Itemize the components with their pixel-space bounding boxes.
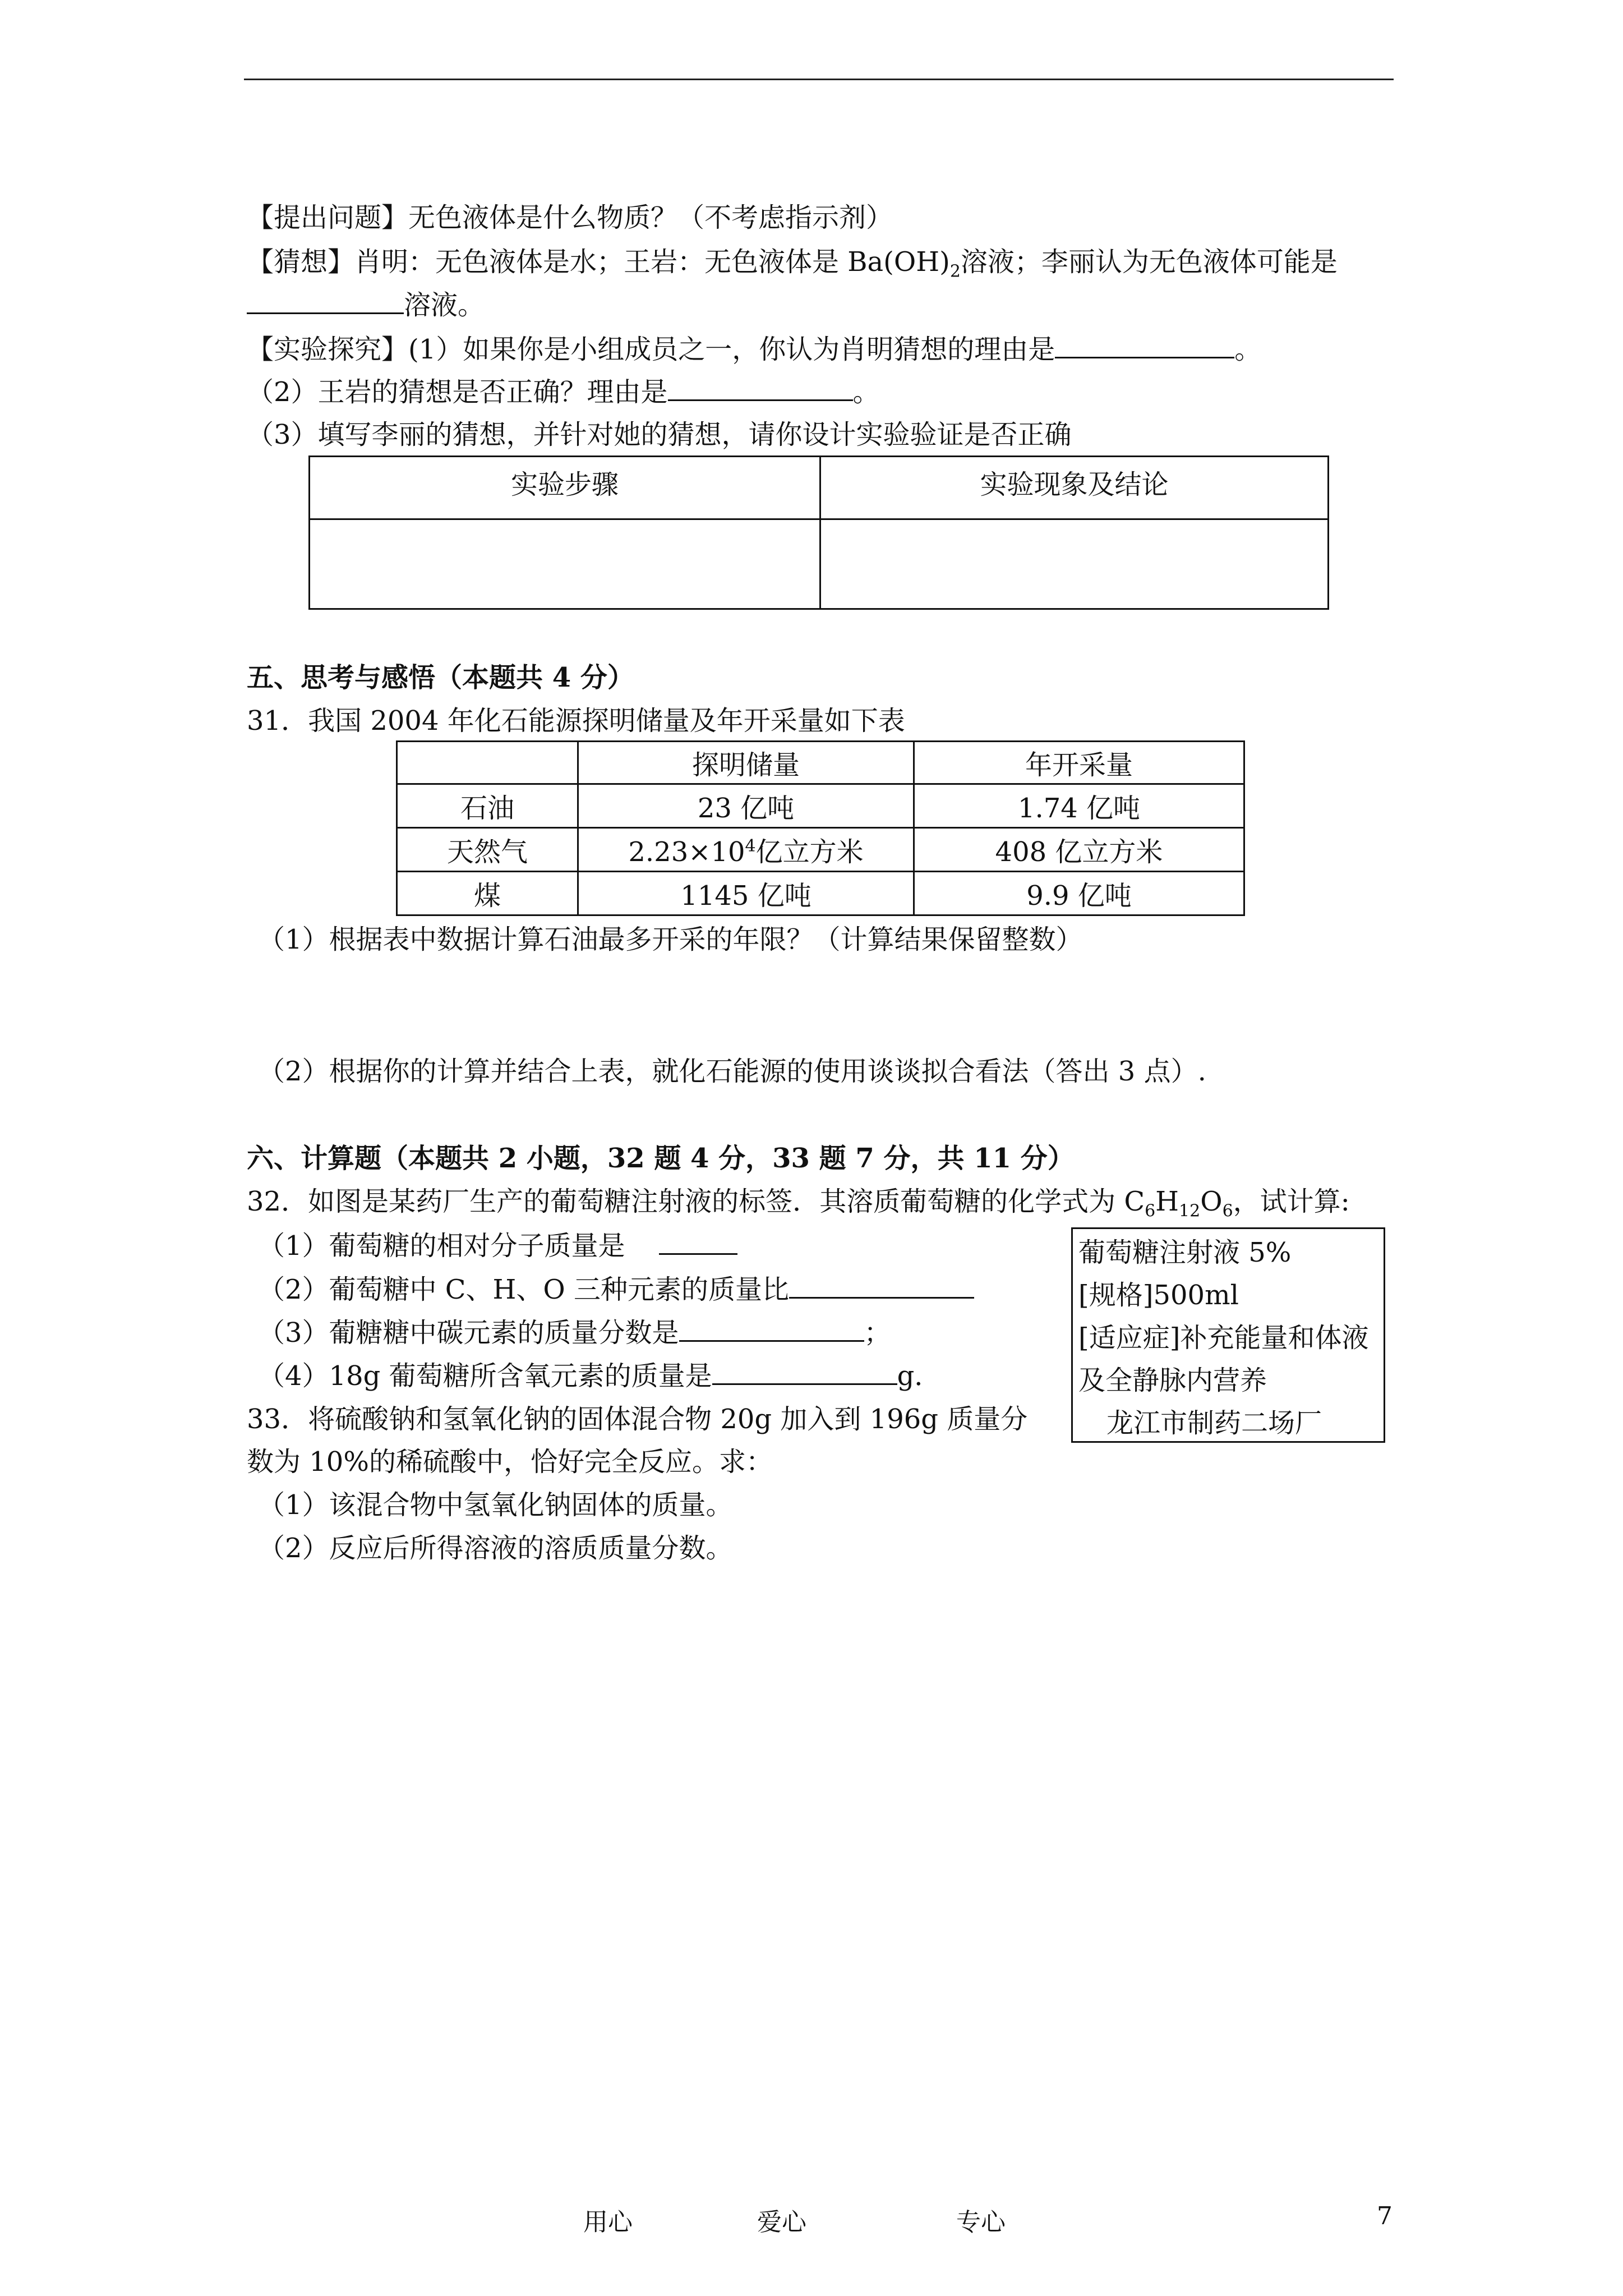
- table-cell: 9.9 亿吨: [914, 872, 1244, 915]
- footer-text-c: 专心: [956, 2208, 1006, 2237]
- question-32-part-1: [258, 1228, 737, 1263]
- gas-reserves-exponent: 4: [745, 836, 756, 856]
- question-33-line-2: 数为 10%的稀硫酸中，恰好完全反应。求：: [247, 1446, 773, 1478]
- table-cell: 1145 亿吨: [578, 872, 914, 915]
- hypothesis-line-2: [247, 288, 485, 322]
- part-3-text: （3）葡糖糖中碳元素的质量分数是: [258, 1317, 679, 1349]
- question-33-part-2: （2）反应后所得溶液的溶质质量分数。: [258, 1533, 733, 1564]
- footer-text-b: 爱心: [757, 2208, 806, 2237]
- table-row: [397, 784, 1244, 828]
- table-cell: 天然气: [397, 828, 578, 872]
- gas-reserves-base: 2.23×10: [628, 836, 745, 868]
- gas-reserves-unit: 亿立方米: [755, 836, 864, 868]
- page-number: 7: [1377, 2202, 1393, 2230]
- energy-table: [396, 740, 1245, 916]
- hypothesis-subscript: 2: [949, 261, 961, 282]
- hypothesis-line: [247, 245, 1338, 289]
- table-cell-results-answer[interactable]: [820, 519, 1329, 609]
- table-cell: 石油: [397, 784, 578, 828]
- question-3-text: （3）填写李丽的猜想，并针对她的猜想，请你设计实验验证是否正确: [247, 419, 1072, 450]
- explore-text: 【实验探究】(1）如果你是小组成员之一，你认为肖明猜想的理由是: [247, 334, 1055, 365]
- label-line-indication: [适应症]补充能量和体液: [1078, 1322, 1369, 1354]
- label-line-name: 葡萄糖注射液 5%: [1078, 1237, 1292, 1268]
- question-32-text: 32．如图是某药厂生产的葡萄糖注射液的标签．其溶质葡萄糖的化学式为 C: [247, 1186, 1145, 1217]
- header-rule: [244, 79, 1394, 80]
- formula-element: O: [1200, 1186, 1223, 1217]
- question-32: [247, 1185, 1350, 1228]
- table-header-blank: [397, 742, 578, 784]
- question-33-line-1: 33．将硫酸钠和氢氧化钠的固体混合物 20g 加入到 196g 质量分: [247, 1404, 1028, 1435]
- part-4-text: （4）18g 葡萄糖所含氧元素的质量是: [258, 1360, 712, 1392]
- question-32-part-2: [258, 1272, 974, 1306]
- footer-text-a: 用心: [583, 2208, 633, 2237]
- answer-blank[interactable]: [668, 375, 853, 401]
- question-33-part-1: （1）该混合物中氢氧化钠固体的质量。: [258, 1489, 733, 1521]
- table-header-reserves: 探明储量: [578, 742, 914, 784]
- hypothesis-text-c: 溶液。: [404, 289, 485, 321]
- question-31-part-1: （1）根据表中数据计算石油最多开采的年限？（计算结果保留整数）: [258, 924, 1083, 955]
- table-cell-steps-answer[interactable]: [310, 519, 820, 609]
- formula-subscript: 6: [1222, 1201, 1233, 1221]
- explore-line: [247, 332, 1261, 366]
- table-row: [397, 828, 1244, 872]
- part-4-end: g．: [897, 1360, 942, 1392]
- hypothesis-text-a: 【猜想】肖明：无色液体是水；王岩：无色液体是 Ba(OH): [247, 246, 950, 278]
- hypothesis-text-b: 溶液；李丽认为无色液体可能是: [960, 246, 1338, 278]
- table-header-annual: 年开采量: [914, 742, 1244, 784]
- answer-blank[interactable]: [247, 288, 404, 314]
- question-2-line: [247, 375, 880, 409]
- label-line-manufacturer: 龙江市制药二场厂: [1106, 1407, 1322, 1439]
- part-1-text: （1）葡萄糖的相对分子质量是: [258, 1230, 625, 1262]
- answer-blank[interactable]: [679, 1315, 864, 1342]
- question-3-line: [247, 418, 1072, 452]
- answer-blank[interactable]: [1055, 332, 1234, 358]
- experiment-table: [308, 455, 1329, 610]
- answer-blank[interactable]: [659, 1228, 737, 1255]
- table-header-steps: 实验步骤: [310, 457, 820, 519]
- question-32-part-4: [258, 1359, 941, 1393]
- question-32-end: ，试计算:: [1233, 1186, 1350, 1217]
- explore-end: 。: [1234, 334, 1262, 365]
- section-6-title: 六、计算题（本题共 2 小题，32 题 4 分，33 题 7 分，共 11 分）: [247, 1143, 1075, 1174]
- part-2-text: （2）葡萄糖中 C、H、O 三种元素的质量比: [258, 1274, 789, 1305]
- question-32-part-3: [258, 1315, 891, 1350]
- table-cell-gas-reserves: [578, 828, 914, 872]
- glucose-injection-label: [1071, 1227, 1385, 1443]
- table-cell: 408 亿立方米: [914, 828, 1244, 872]
- table-cell: 23 亿吨: [578, 784, 914, 828]
- question-2-end: 。: [852, 376, 880, 408]
- table-cell: 1.74 亿吨: [914, 784, 1244, 828]
- table-row: [397, 872, 1244, 915]
- question-text: 【提出问题】无色液体是什么物质？（不考虑指示剂）: [247, 202, 893, 233]
- answer-blank[interactable]: [789, 1272, 974, 1299]
- section-5-title: 五、思考与感悟（本题共 4 分）: [247, 662, 634, 693]
- part-3-end: ；: [864, 1317, 891, 1349]
- label-line-spec: [规格]500ml: [1078, 1280, 1239, 1311]
- formula-element: H: [1155, 1186, 1179, 1217]
- formula-subscript: 12: [1179, 1201, 1201, 1221]
- label-line-nutrition: 及全静脉内营养: [1078, 1365, 1267, 1396]
- question-31: 31．我国 2004 年化石能源探明储量及年开采量如下表: [247, 705, 905, 737]
- question-2-text: （2）王岩的猜想是否正确？理由是: [247, 376, 668, 408]
- formula-subscript: 6: [1145, 1201, 1156, 1221]
- table-cell: 煤: [397, 872, 578, 915]
- table-header-results: 实验现象及结论: [820, 457, 1329, 519]
- question-prompt: [247, 201, 893, 234]
- answer-blank[interactable]: [712, 1359, 897, 1385]
- question-31-part-2: （2）根据你的计算并结合上表，就化石能源的使用谈谈拟合看法（答出 3 点）.: [258, 1056, 1206, 1087]
